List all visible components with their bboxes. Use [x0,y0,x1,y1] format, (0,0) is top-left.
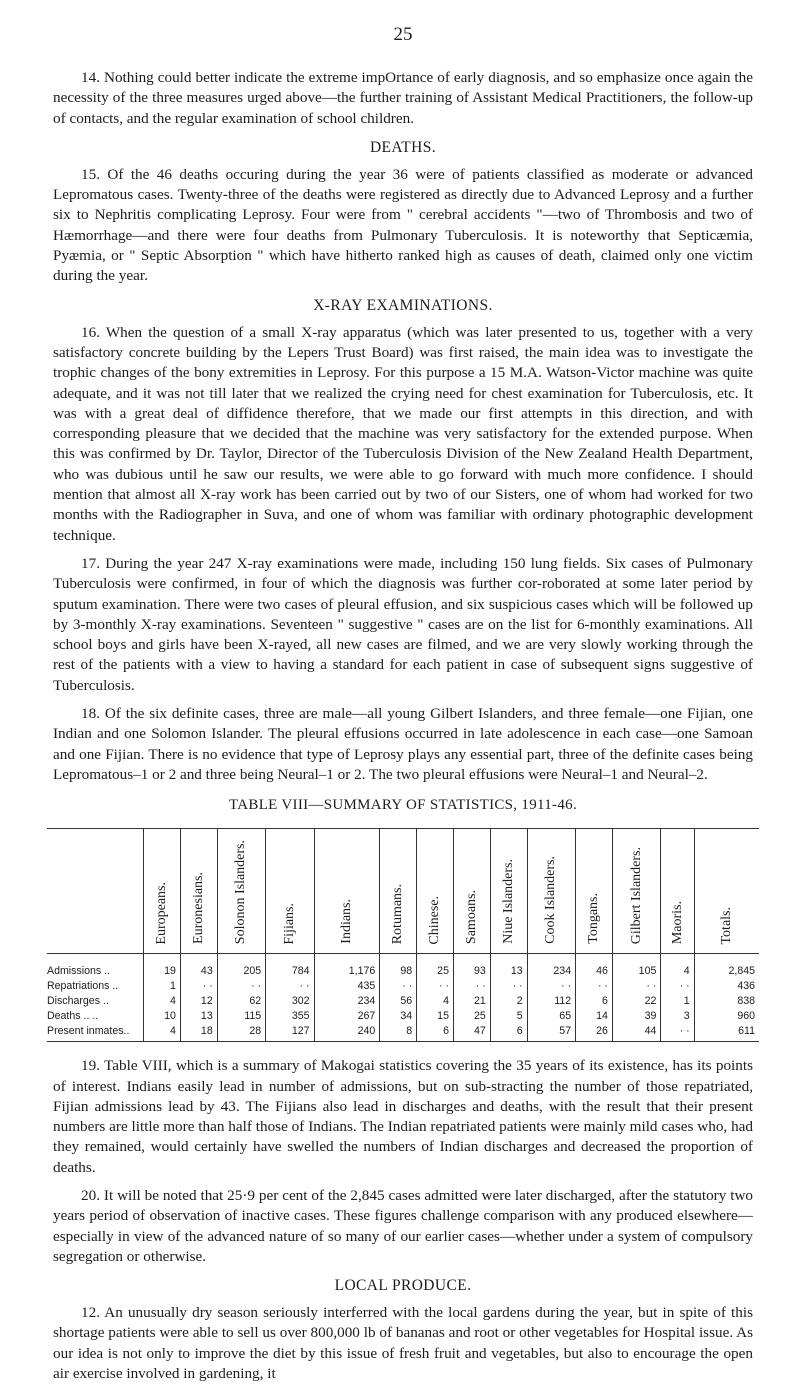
table-cell: 34 [380,1009,417,1024]
table-cell: · · [527,979,575,994]
table-cell: 47 [453,1024,490,1042]
table-cell: 1 [144,979,181,994]
paragraph-12: 12. An unusually dry season seriously interferred with the local gardens during the year, but in spite of this shortage patients were able to sell us over 800,000 lb of bananas and root or other vegetables for Hospital issue. As our idea is not only to improve the diet by this issue of fresh fruit and vegetables, but also to encourage the open air exercise involved in gardening, it [53,1304,753,1383]
table-row [47,1009,759,1024]
table-corner-cell [47,829,144,954]
table-body [47,954,759,1042]
table-cell: 3 [661,1009,694,1024]
column-header-label: Euronesians. [190,872,206,945]
document-page [47,18,755,1392]
table-cell: 26 [576,1024,613,1042]
table-cell: 19 [144,954,181,980]
table-cell: 234 [527,954,575,980]
table-header-row [47,829,759,954]
table-cell: 1 [661,994,694,1009]
column-header-label: Maoris. [669,901,685,945]
table-cell: 240 [314,1024,380,1042]
table-cell: · · [453,979,490,994]
column-header [217,829,265,954]
column-header [417,829,454,954]
row-label: Present inmates.. [47,1024,144,1042]
column-header [380,829,417,954]
row-label: Deaths .. .. [47,1010,99,1023]
table-cell: 4 [417,994,454,1009]
column-header-label: Fijians. [281,902,297,945]
column-header-label: Gilbert Islanders. [628,847,644,945]
paragraph-17: 17. During the year 247 X-ray examinations were made, including 150 lung fields. Six cases of Pulmonary Tuberculosis were confirmed, in four of which the diagnosis was further cor-roborated at some later period by sputum examination. There were two cases of pleural effusion, and six suspicious cases which will be followed up by 3-monthly X-ray examinations. Seventeen " suggestive " cases are on the list for 6-monthly examinations. All school boys and girls have been X-rayed, all new cases are filmed, and we are very slowly working through the rest of the patients with a view to having a standard for each patient in case of subsequent signs suggestive of Tuberculosis. [53,554,753,694]
table-cell: 93 [453,954,490,980]
column-header [453,829,490,954]
column-header [144,829,181,954]
table-cell: 105 [612,954,660,980]
table-cell: 1,176 [314,954,380,980]
table-row [47,954,759,980]
table-cell: 22 [612,994,660,1009]
table-cell: 6 [417,1024,454,1042]
table-cell: 5 [490,1009,527,1024]
table-cell: 28 [217,1024,265,1042]
table-cell: 234 [314,994,380,1009]
table-cell: 62 [217,994,265,1009]
table-row [47,994,759,1009]
table-cell: 960 [694,1009,759,1024]
paragraph-14: 14. Nothing could better indicate the extreme impOrtance of early diagnosis, and so emphasize once again the necessity of the three measures urged above—the further training of Assistant Medical Practitioners, the follow-up of contacts, and the regular examination of school children. [53,69,753,127]
table-cell: · · [490,979,527,994]
section-heading-xray: X-RAY EXAMINATIONS. [313,296,493,314]
table-cell: 12 [180,994,217,1009]
table-cell: 39 [612,1009,660,1024]
table-cell: 436 [694,979,759,994]
column-header-label: Cook Islanders. [543,856,559,945]
column-header [576,829,613,954]
table-cell: 8 [380,1024,417,1042]
column-header [490,829,527,954]
paragraph-16: 16. When the question of a small X-ray apparatus (which was later presented to us, together with a very satisfactory concrete building by the Lepers Trust Board) was first raised, the main idea was to investigate the trophic changes of the bony extremities in Leprosy. For this purpose a 15 M.A. Watson-Victor machine was quite adequate, and it was not till later that we realized the crying need for chest examination for Tuberculosis, etc. It was with a great deal of diffidence therefore, that we made our first attempts in this direction, and with corresponding pleasure that we decided that the machine was very satisfactory for the extended purpose. When this was confirmed by Dr. Taylor, Director of the Tuberculosis Division of the New Zealand Health Department, who was dubious until he saw our results, we were able to go forward with much more confidence. I should mention that almost all X-ray work has been carried out by two of our Sisters, one of whom had worked for two months with the Radiographer in Suva, and one of whom was familiar with ordinary photographic development technique. [53,323,753,544]
column-header-label: Indians. [338,899,354,945]
table-cell: 43 [180,954,217,980]
paragraph-18: 18. Of the six definite cases, three are male—all young Gilbert Islanders, and three female—one Fijian, one Indian and one Solomon Islander. The pleural effusions occurred in late adolescence in each case—one Samoan and one Fijian. There is no evidence that type of Leprosy plays any essential part, three of the definite cases being Lepromatous–1 or 2 and three being Neural–1 or 2. The two pleural effusions were Neural–1 and Neural–2. [53,705,753,783]
row-label: Repatriations .. [47,980,119,993]
table-cell: 65 [527,1009,575,1024]
column-header-label: Europeans. [153,881,169,945]
table-cell: · · [266,979,314,994]
table-cell: 4 [661,954,694,980]
table-title: TABLE VIII—SUMMARY OF STATISTICS, 1911-46. [229,797,577,814]
column-header [694,829,759,954]
table-cell: 10 [144,1009,181,1024]
column-header-label: Totals. [718,906,734,945]
table-cell: 13 [490,954,527,980]
table-cell: 18 [180,1024,217,1042]
row-label: Discharges .. [47,995,109,1008]
statistics-table [47,828,759,1042]
table-cell: · · [217,979,265,994]
table-cell: 56 [380,994,417,1009]
table-cell: 267 [314,1009,380,1024]
table-cell: 4 [144,1024,181,1042]
table-cell: 355 [266,1009,314,1024]
table-cell: · · [661,979,694,994]
table-cell: 57 [527,1024,575,1042]
table-cell: · · [380,979,417,994]
table-cell: 4 [144,994,181,1009]
table-cell: 2,845 [694,954,759,980]
column-header [266,829,314,954]
table-cell: · · [576,979,613,994]
table-cell: 127 [266,1024,314,1042]
table-cell: 44 [612,1024,660,1042]
paragraph-15: 15. Of the 46 deaths occuring during the year 36 were of patients classified as moderate or advanced Lepromatous cases. Twenty-three of the deaths were registered as directly due to Advanced Leprosy and a further six to Nephritis complicating Leprosy. Four were from " cerebral accidents "—two of Thrombosis and two of Hæmorrhage—and there were four deaths from Pulmonary Tuberculosis. It is noteworthy that Septicæmia, Pyæmia, or " Septic Absorption " which have hitherto ranked high as causes of death, claimed only one victim during the year. [53,165,753,285]
table-cell: · · [612,979,660,994]
paragraph-19: 19. Table VIII, which is a summary of Makogai statistics covering the 35 years of its existence, has its points of interest. Indians easily lead in number of admissions, but on sub-stracting the number of those repatriated, Fijian admissions lead by 43. The Fijians also lead in discharges and deaths, with the result that their present numbers are little more than half those of Indians. The Indian repatriated patients were mainly mild cases who, had they remained, would certainly have swelled the numbers of Indian discharges and decreased the proportion of deaths. [53,1057,753,1176]
column-header-label: Niue Islanders. [500,859,516,945]
table-cell: 838 [694,994,759,1009]
table-cell: 784 [266,954,314,980]
table-cell: 611 [694,1024,759,1042]
table-cell: 25 [453,1009,490,1024]
table-cell: 25 [417,954,454,980]
table-row [47,1024,759,1042]
table-cell: 14 [576,1009,613,1024]
table-cell: 15 [417,1009,454,1024]
table-cell: 115 [217,1009,265,1024]
column-header-label: Chinese. [427,895,443,945]
column-header-label: Tongans. [586,893,602,945]
table-cell: 13 [180,1009,217,1024]
row-label: Admissions .. [47,965,110,978]
table-cell: 46 [576,954,613,980]
table-cell: 21 [453,994,490,1009]
table-cell: 302 [266,994,314,1009]
table-row [47,979,759,994]
paragraph-20: 20. It will be noted that 25·9 per cent of the 2,845 cases admitted were later discharged, after the statutory two years period of observation of inactive cases. These figures challenge comparison with any produced elsewhere—especially in view of the advanced nature of so many of our earlier cases—whether under a system of compulsory segregation or otherwise. [53,1186,753,1265]
table-cell: · · [417,979,454,994]
table-cell: · · [180,979,217,994]
column-header [612,829,660,954]
table-cell: 6 [576,994,613,1009]
section-heading-local-produce: LOCAL PRODUCE. [334,1277,472,1295]
table-cell: · · [661,1024,694,1042]
table-cell: 435 [314,979,380,994]
statistics-table-wrapper [47,828,755,1042]
column-header [180,829,217,954]
table-cell: 2 [490,994,527,1009]
section-heading-deaths: DEATHS. [369,138,437,156]
column-header [314,829,380,954]
column-header-label: Samoans. [463,890,479,945]
table-cell: 205 [217,954,265,980]
column-header [661,829,694,954]
column-header-label: Rotumans. [390,883,406,945]
column-header-label: Solonon Islanders. [233,839,249,945]
table-cell: 98 [380,954,417,980]
column-header [527,829,575,954]
page-number: 25 [393,24,413,45]
table-cell: 6 [490,1024,527,1042]
table-cell: 112 [527,994,575,1009]
